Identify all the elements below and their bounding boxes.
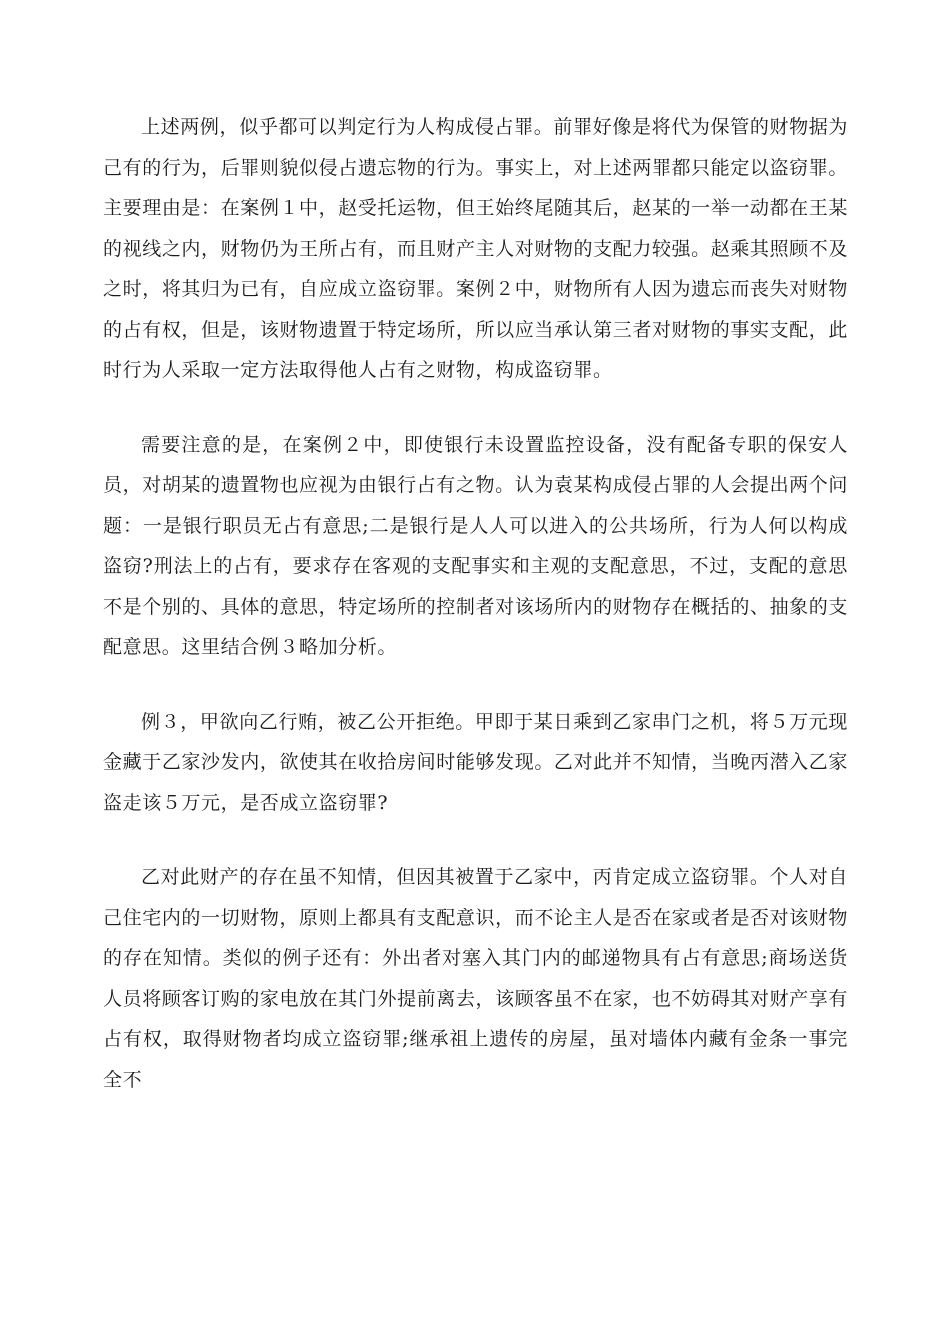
paragraph-1: 上述两例，似乎都可以判定行为人构成侵占罪。前罪好像是将代为保管的财物据为己有的行为，后罪则貌似侵占遗忘物的行为。事实上，对上述两罪都只能定以盗窃罪。主要理由是：在案例１中，赵受托运物，但王始终尾随其后，赵某的一举一动都在王某的视线之内，财物仍为王所占有，而且财产主人对财物的支配力较强。赵乘其照顾不及之时，将其归为已有，自应成立盗窃罪。案例２中，财物所有人因为遗忘而丧失对财物的占有权，但是，该财物遗置于特定场所，所以应当承认第三者对财物的事实支配，此时行为人采取一定方法取得他人占有之财物，构成盗窃罪。 [103,116,848,381]
paragraph-3: 例３，甲欲向乙行贿，被乙公开拒绝。甲即于某日乘到乙家串门之机，将５万元现金藏于乙家沙发内，欲使其在收拾房间时能够发现。乙对此并不知情，当晚丙潜入乙家盗走该５万元，是否成立盗窃罪? [103,710,848,814]
document-body [103,107,848,1100]
paragraph-2: 需要注意的是，在案例２中，即使银行未设置监控设备，没有配备专职的保安人员，对胡某的遗置物也应视为由银行占有之物。认为袁某构成侵占罪的人会提出两个问题：一是银行职员无占有意思;二是银行是人人可以进入的公共场所，行为人何以构成盗窃?刑法上的占有，要求存在客观的支配事实和主观的支配意思，不过，支配的意思不是个别的、具体的意思，特定场所的控制者对该场所内的财物存在概括的、抽象的支配意思。这里结合例３略加分析。 [103,433,848,658]
paragraph-4: 乙对此财产的存在虽不知情，但因其被置于乙家中，丙肯定成立盗窃罪。个人对自己住宅内的一切财物，原则上都具有支配意识，而不论主人是否在家或者是否对该财物的存在知情。类似的例子还有：外出者对塞入其门内的邮递物具有占有意思;商场送货人员将顾客订购的家电放在其门外提前离去，该顾客虽不在家，也不妨碍其对财产享有占有权，取得财物者均成立盗窃罪;继承祖上遗传的房屋，虽对墙体内藏有金条一事完全不 [103,866,848,1091]
